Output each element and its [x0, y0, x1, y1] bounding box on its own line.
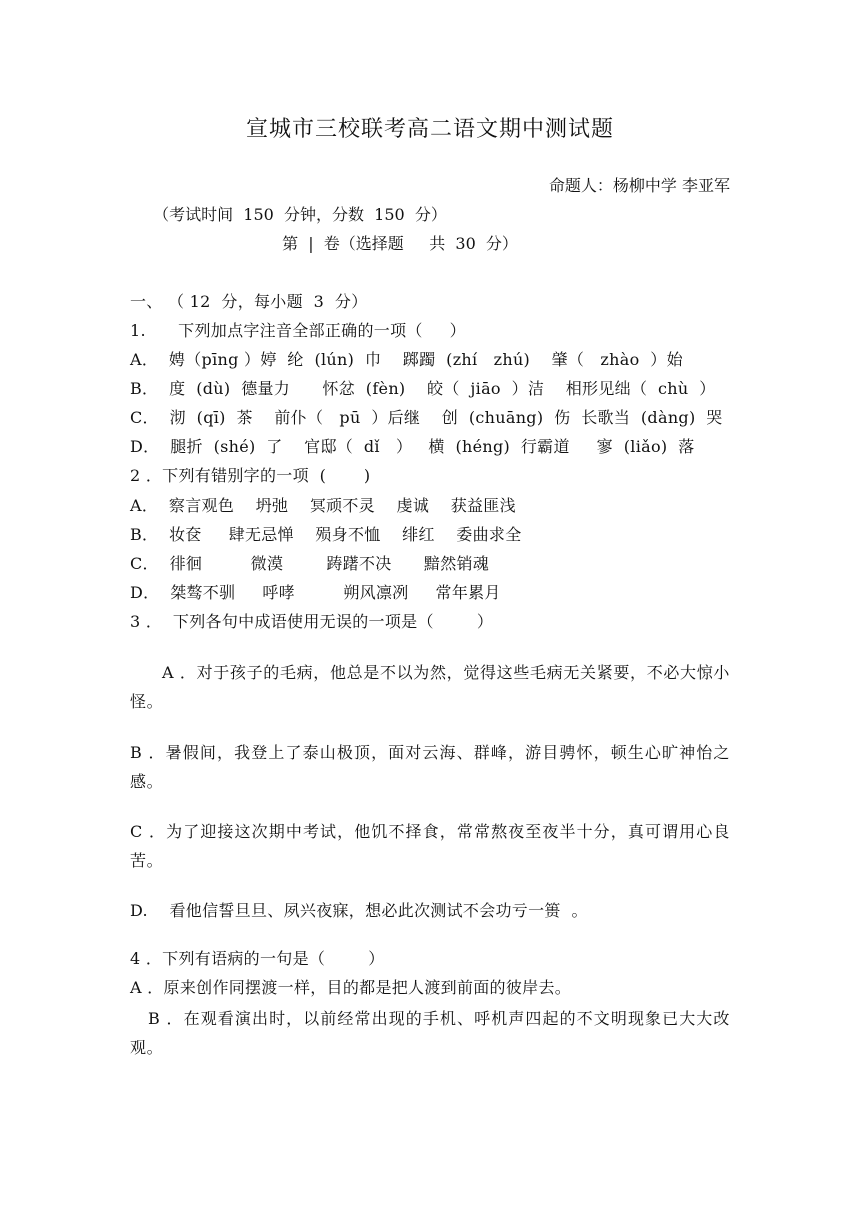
- question-1-option-c: C． 沏 (qī) 茶 前仆（ pū ）后继 创 (chuāng) 伤 长歌当 (dàng) 哭: [130, 408, 723, 427]
- section-heading: 一、 （ 12 分，每小题 3 分）: [130, 292, 368, 311]
- question-1-option-d: D． 腿折 (shé) 了 官邸（ dǐ ） 横 (héng) 行霸道 寥 (liǎo) 落: [130, 437, 695, 456]
- exam-info: （考试时间 150 分钟，分数 150 分）: [153, 205, 447, 224]
- volume-info: 第 | 卷（选择题 共 30 分）: [282, 234, 518, 253]
- question-3-option-b: B ．暑假间，我登上了泰山极顶，面对云海、群峰，游目骋怀，顿生心旷神怡之感。: [130, 743, 730, 791]
- question-1-option-a: A． 娉（pīng ）婷 纶 (lún) 巾 踯躅 (zhí zhú) 肇（ zhào ）始: [130, 350, 683, 369]
- question-4-option-b: B ．在观看演出时，以前经常出现的手机、呼机声四起的不文明现象已大大改观。: [130, 1009, 730, 1057]
- question-4-stem: 4 ．下列有语病的一句是（ ）: [130, 949, 385, 968]
- question-3-option-d: D. 看他信誓旦旦、夙兴夜寐，想必此次测试不会功亏一篑 。: [130, 901, 588, 920]
- question-3-option-a: A ．对于孩子的毛病，他总是不以为然，觉得这些毛病无关紧要，不必大惊小怪。: [130, 663, 730, 711]
- question-3-option-c: C ．为了迎接这次期中考试，他饥不择食，常常熬夜至夜半十分，真可谓用心良苦。: [130, 822, 730, 870]
- question-3-stem: 3 ． 下列各句中成语使用无误的一项是（ ）: [130, 612, 494, 631]
- question-2-option-b: B． 妆奁 肆无忌惮 殒身不恤 绯红 委曲求全: [130, 525, 522, 544]
- question-2-option-c: C． 徘徊 微漠 踌躇不决 黯然销魂: [130, 554, 490, 573]
- question-1-stem: 1. 下列加点字注音全部正确的一项（ ）: [130, 321, 466, 340]
- question-2-option-a: A． 察言观色 坍弛 冥顽不灵 虔诚 获益匪浅: [130, 496, 516, 515]
- question-2-stem: 2 ．下列有错别字的一项 ( ): [130, 466, 371, 485]
- page-title: 宣城市三校联考高二语文期中测试题: [245, 117, 614, 142]
- author-line: 命题人：杨柳中学 李亚军: [548, 176, 730, 195]
- question-4-option-a: A ．原来创作同摆渡一样，目的都是把人渡到前面的彼岸去。: [130, 978, 572, 997]
- question-1-option-b: B． 度 (dù) 德量力 怀忿 (fèn) 皎（ jiāo ）洁 相形见绌（ chù ）: [130, 379, 716, 398]
- question-2-option-d: D． 桀骜不驯 呼哮 朔风凛冽 常年累月: [130, 583, 501, 602]
